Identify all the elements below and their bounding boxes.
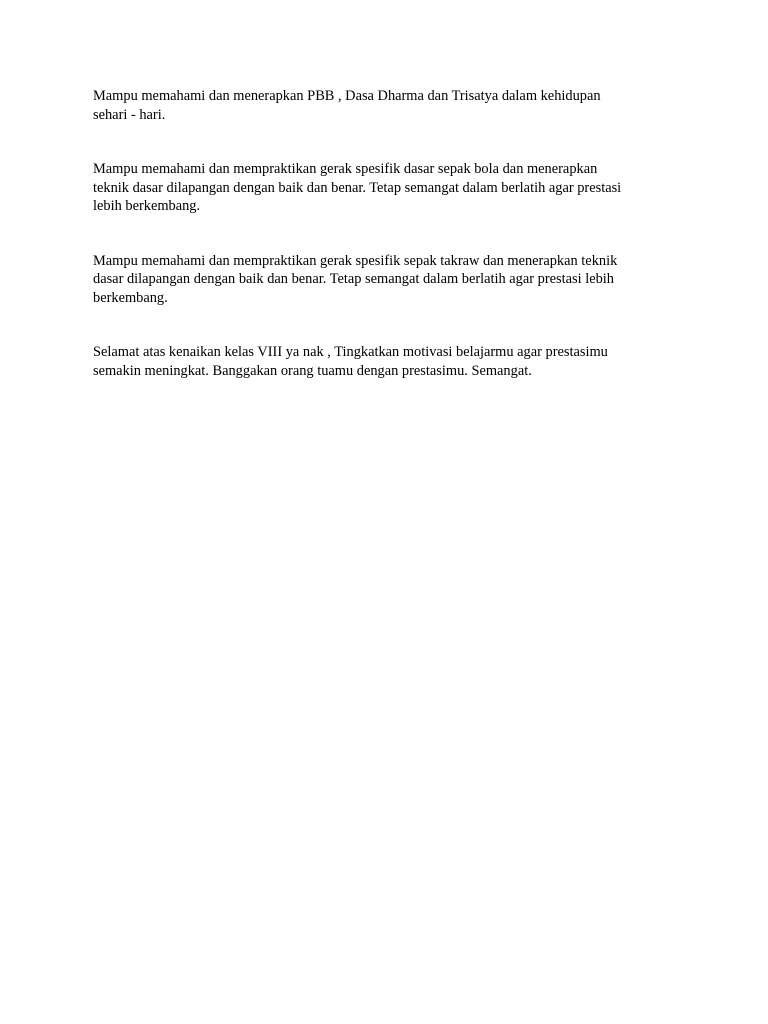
paragraph-sepak-bola: Mampu memahami dan mempraktikan gerak spesifik dasar sepak bola dan menerapkan teknik dasar dilapangan dengan baik dan benar. Tetap semangat dalam berlatih agar prestasi lebih berkembang. [93, 161, 622, 214]
paragraph-pbb: Mampu memahami dan menerapkan PBB , Dasa Dharma dan Trisatya dalam kehidupan sehari - hari. [93, 88, 601, 123]
paragraph-selamat: Selamat atas kenaikan kelas VIII ya nak , Tingkatkan motivasi belajarmu agar prestasimu semakin meningkat. Banggakan orang tuamu dengan prestasimu. Semangat. [93, 344, 608, 379]
paragraph-sepak-takraw: Mampu memahami dan mempraktikan gerak spesifik sepak takraw dan menerapkan teknik dasar dilapangan dengan baik dan benar. Tetap semangat dalam berlatih agar prestasi lebih berkembang. [93, 252, 618, 306]
document-body [93, 87, 678, 416]
